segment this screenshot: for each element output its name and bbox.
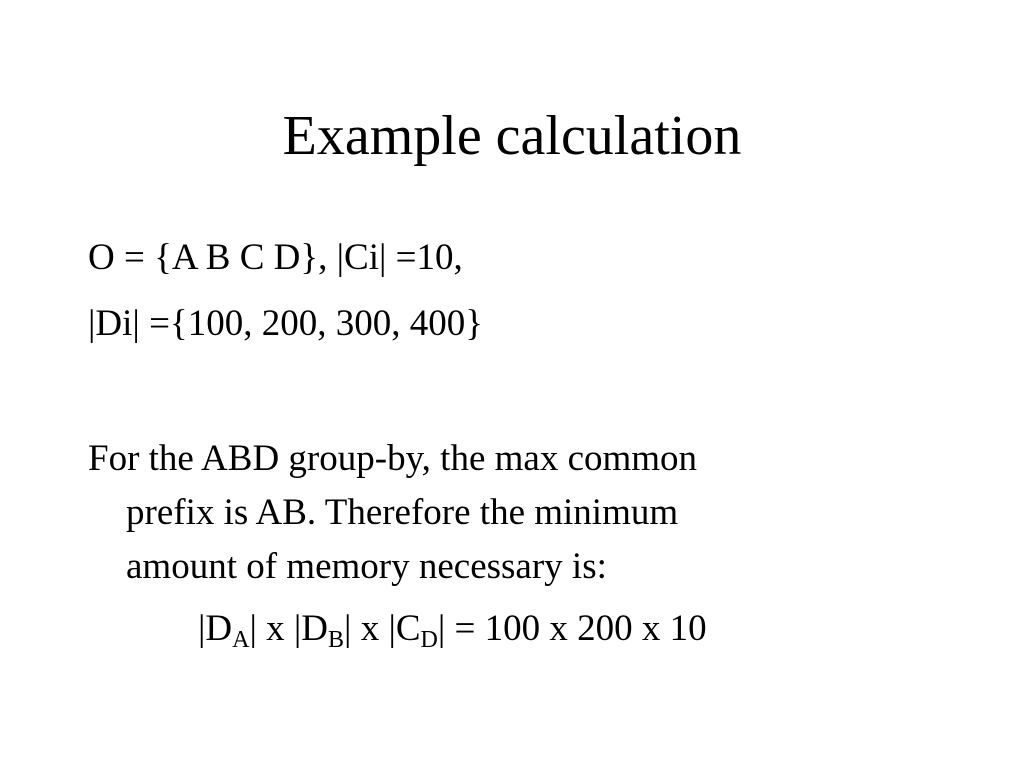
definition-line-1: O = {A B C D}, |Ci| =10, bbox=[88, 237, 463, 278]
formula-part-1: |D bbox=[198, 608, 233, 649]
definition-line-2: |Di| ={100, 200, 300, 400} bbox=[88, 303, 483, 344]
memory-formula bbox=[198, 604, 707, 654]
explanation-row-2: prefix is AB. Therefore the minimum bbox=[126, 492, 679, 533]
slide-title: Example calculation bbox=[282, 105, 742, 167]
explanation-paragraph bbox=[88, 432, 908, 594]
explanation-row-3: amount of memory necessary is: bbox=[126, 546, 607, 587]
formula-subscript-a: A bbox=[232, 627, 250, 653]
formula-part-3: | x |C bbox=[344, 608, 421, 649]
formula-subscript-b: B bbox=[328, 627, 345, 653]
formula-part-4: | = 100 x 200 x 10 bbox=[437, 608, 707, 649]
formula-part-2: | x |D bbox=[249, 608, 329, 649]
explanation-row-1: For the ABD group-by, the max common bbox=[88, 438, 698, 479]
formula-subscript-d: D bbox=[420, 627, 438, 653]
